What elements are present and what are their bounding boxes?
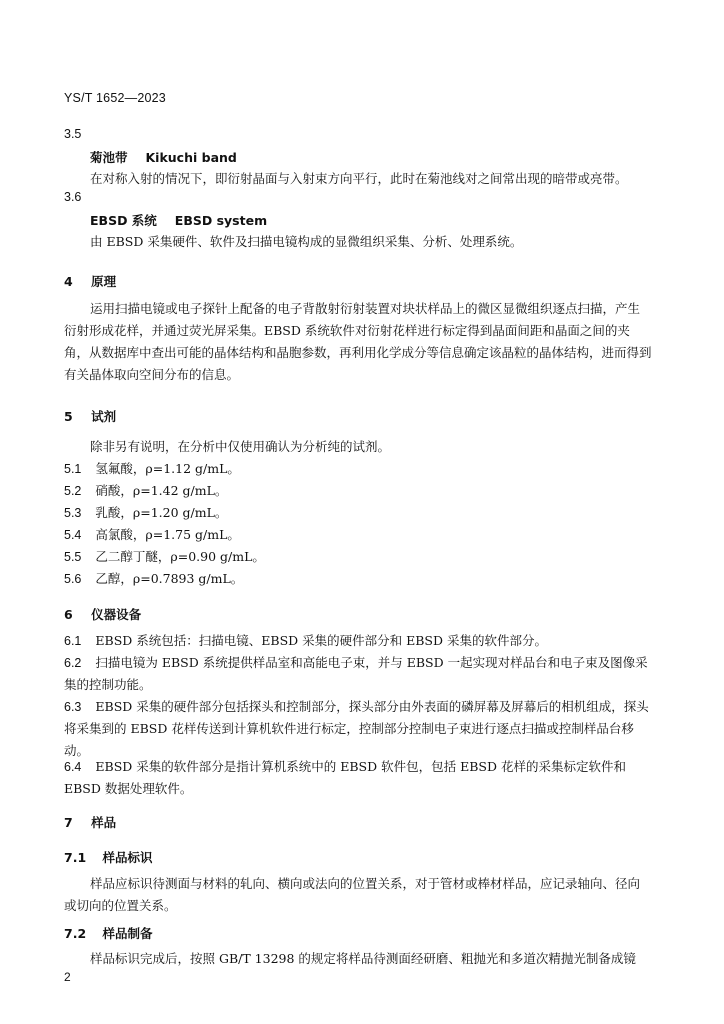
item-text: EBSD 采集的硬件部分包括探头和控制部分，探头部分由外表面的磷屏幕及屏幕后的相机组成，探头将采集到的 EBSD 花样传送到计算机软件进行标定，控制部分控制电子束进行逐点扫描或控制样品台移动。	[64, 699, 649, 758]
item-number: 5.3	[64, 506, 82, 520]
item-number: 5.2	[64, 484, 82, 498]
subsection-title: 样品制备	[102, 926, 153, 941]
section-title: 仪器设备	[91, 607, 142, 622]
term-heading	[90, 148, 237, 166]
item-text: 乙醇，ρ=0.7893 g/mL。	[95, 571, 244, 586]
subsection-heading-7-2	[64, 924, 153, 942]
equipment-item	[64, 652, 652, 696]
term-name-en: EBSD system	[174, 213, 268, 228]
subsection-number: 7.2	[64, 926, 87, 941]
item-number: 5.6	[64, 572, 82, 586]
reagent-item	[64, 459, 240, 477]
item-text: 高氯酸，ρ=1.75 g/mL。	[95, 527, 240, 542]
subsection-number: 7.1	[64, 850, 87, 865]
term-name-en: Kikuchi band	[145, 150, 237, 165]
reagent-intro: 除非另有说明，在分析中仅使用确认为分析纯的试剂。	[90, 439, 391, 454]
reagent-item	[64, 569, 243, 587]
section-number: 6	[64, 607, 73, 622]
item-text: 乳酸，ρ=1.20 g/mL。	[95, 505, 228, 520]
term-name: EBSD 系统	[90, 213, 157, 228]
section-title: 原理	[91, 274, 117, 289]
item-text: 扫描电镜为 EBSD 系统提供样品室和高能电子束，并与 EBSD 一起实现对样品台和电子束及图像采集的控制功能。	[64, 655, 648, 692]
reagent-item	[64, 481, 227, 499]
item-text: 乙二醇丁醚，ρ=0.90 g/mL。	[95, 549, 265, 564]
section-number: 4	[64, 274, 73, 289]
subsection-7-2-body: 样品标识完成后，按照 GB/T 13298 的规定将样品待测面经研磨、粗抛光和多道次精抛光制备成镜	[90, 951, 636, 966]
section-number: 5	[64, 409, 73, 424]
section-4-body: 运用扫描电镜或电子探针上配备的电子背散射衍射装置对块状样品上的微区显微组织逐点扫描，产生衍射形成花样，并通过荧光屏采集。EBSD 系统软件对衍射花样进行标定得到晶面间距和晶面之间的夹角，从数据库中查出可能的晶体结构和晶胞参数，再利用化学成分等信息确定该晶粒的晶体结构，进而得到有关晶体取向空间分布的信息。	[64, 301, 652, 382]
term-definition: 由 EBSD 采集硬件、软件及扫描电镜构成的显微组织采集、分析、处理系统。	[90, 234, 523, 249]
item-text: EBSD 采集的软件部分是指计算机系统中的 EBSD 软件包，包括 EBSD 花样的采集标定软件和 EBSD 数据处理软件。	[64, 759, 626, 796]
term-definition: 在对称入射的情况下，即衍射晶面与入射束方向平行，此时在菊池线对之间常出现的暗带或亮带。	[90, 171, 628, 186]
reagent-item	[64, 503, 227, 521]
item-number: 5.1	[64, 462, 82, 476]
term-number: 3.5	[64, 127, 82, 141]
section-heading-5	[64, 407, 116, 425]
item-number: 5.5	[64, 550, 82, 564]
item-text: EBSD 系统包括：扫描电镜、EBSD 采集的硬件部分和 EBSD 采集的软件部分。	[95, 633, 547, 648]
reagent-item	[64, 525, 240, 543]
term-number: 3.6	[64, 190, 82, 204]
page-number: 2	[64, 970, 71, 984]
equipment-item	[64, 696, 652, 762]
section-heading-6	[64, 605, 141, 623]
item-number: 6.3	[64, 700, 82, 714]
section-number: 7	[64, 815, 73, 830]
section-title: 试剂	[91, 409, 117, 424]
section-heading-4	[64, 272, 116, 290]
item-text: 氢氟酸，ρ=1.12 g/mL。	[95, 461, 240, 476]
doc-header-id: YS/T 1652—2023	[64, 91, 166, 105]
subsection-title: 样品标识	[102, 850, 153, 865]
item-number: 6.4	[64, 760, 82, 774]
subsection-heading-7-1	[64, 848, 153, 866]
equipment-item	[64, 756, 652, 800]
section-title: 样品	[91, 815, 117, 830]
item-number: 6.2	[64, 656, 82, 670]
equipment-item	[64, 630, 652, 652]
term-heading	[90, 211, 267, 229]
item-number: 5.4	[64, 528, 82, 542]
reagent-item	[64, 547, 265, 565]
item-text: 硝酸，ρ=1.42 g/mL。	[95, 483, 228, 498]
item-number: 6.1	[64, 634, 82, 648]
section-heading-7	[64, 813, 116, 831]
term-name: 菊池带	[90, 150, 128, 165]
subsection-7-1-body: 样品应标识待测面与材料的轧向、横向或法向的位置关系，对于管材或棒材样品，应记录轴向、径向或切向的位置关系。	[64, 876, 641, 913]
